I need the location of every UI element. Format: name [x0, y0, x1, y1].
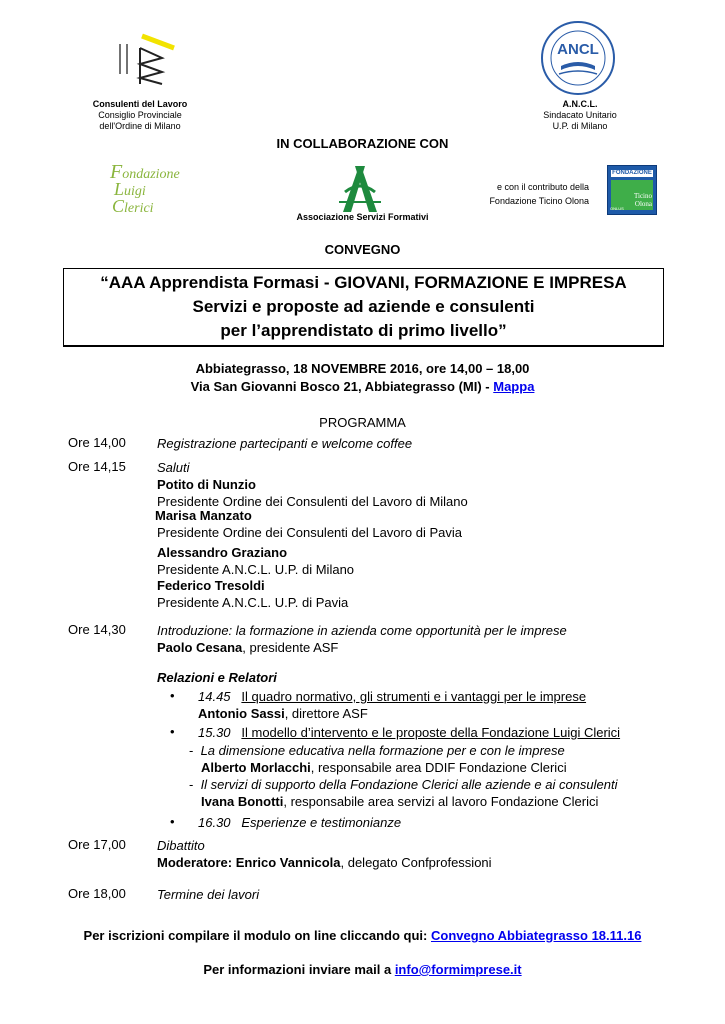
dibattito-label: Dibattito [157, 838, 205, 853]
talk-time: 14.45 [198, 689, 231, 704]
speaker-name: Marisa Manzato [155, 508, 252, 523]
consulenti-lavoro-logo [112, 30, 182, 90]
contrib-line1: e con il contributo della [496, 182, 589, 192]
subtalk-speaker-name: Alberto Morlacchi [201, 760, 311, 775]
subtalk-speaker-name: Ivana Bonotti [201, 794, 284, 809]
right-org-line2: Sindacato Unitario [543, 110, 617, 120]
speaker-name: Federico Tresoldi [157, 578, 265, 593]
speaker-name: Alessandro Graziano [157, 545, 288, 560]
contrib-line2: Fondazione Ticino Olona [489, 196, 589, 206]
fto-side: ONLUS [610, 206, 624, 211]
right-org-line3: U.P. di Milano [552, 121, 608, 131]
moderator-name: Moderatore: Enrico Vannicola [157, 855, 341, 870]
time-1400: Ore 14,00 [68, 435, 126, 450]
event-address: Via San Giovanni Bosco 21, Abbiategrasso (MI) - [190, 379, 494, 394]
subtalk-title: Il servizi di supporto della Fondazione Clerici alle aziende e ai consulenti [200, 777, 618, 792]
bullet-icon: • [170, 688, 175, 703]
subtalk-speaker-role: , responsabile area DDIF Fondazione Clerici [310, 760, 567, 775]
left-org-line3: dell'Ordine di Milano [99, 121, 181, 131]
fondazione-ticino-olona-logo [607, 165, 657, 215]
convegno-heading: CONVEGNO [324, 242, 401, 257]
email-link[interactable]: info@formimprese.it [394, 962, 522, 977]
time-1800: Ore 18,00 [68, 886, 126, 901]
registration-text: Registrazione partecipanti e welcome coffee [157, 436, 413, 451]
event-date: Abbiategrasso, 18 NOVEMBRE 2016, ore 14,00 – 18,00 [195, 361, 530, 376]
programma-heading: PROGRAMMA [319, 415, 406, 430]
info-text: Per informazioni inviare mail a [203, 962, 395, 977]
left-org-name: Consulenti del Lavoro [92, 99, 188, 109]
title-line-2: Servizi e proposte ad aziende e consulenti [192, 297, 535, 316]
talk-title: Il quadro normativo, gli strumenti e i vantaggi per le imprese [241, 689, 587, 704]
speaker-role: Presidente Ordine dei Consulenti del Lavoro di Pavia [157, 525, 462, 540]
moderator-role: , delegato Confprofessioni [340, 855, 492, 870]
talk-speaker-name: Antonio Sassi [198, 706, 285, 721]
fondazione-text-3: lerici [124, 201, 154, 216]
saluti-label: Saluti [157, 460, 190, 475]
ancl-logo [537, 20, 619, 96]
fondazione-text-1: ondazione [122, 167, 180, 182]
collab-heading: IN COLLABORAZIONE CON [276, 136, 449, 151]
fto-top: FONDAZIONE [612, 170, 652, 176]
fto-mid: Ticino [633, 192, 652, 200]
termine-text: Termine dei lavori [157, 887, 260, 902]
bullet-icon: • [170, 724, 175, 739]
time-1415: Ore 14,15 [68, 459, 126, 474]
talk-time: 16.30 [198, 815, 231, 830]
left-org-line2: Consiglio Provinciale [98, 110, 182, 120]
time-1430: Ore 14,30 [68, 622, 126, 637]
intro-text: Introduzione: la formazione in azienda come opportunità per le imprese [157, 623, 567, 638]
title-line-1: “AAA Apprendista Formasi - GIOVANI, FORMAZIONE E IMPRESA [100, 273, 627, 292]
map-link[interactable]: Mappa [493, 379, 535, 394]
asf-name: Associazione Servizi Formativi [296, 212, 429, 222]
ancl-logo-text: ANCL [557, 41, 599, 58]
event-title-box [63, 268, 664, 347]
relazioni-heading: Relazioni e Relatori [157, 670, 277, 685]
talk-title: Esperienze e testimonianze [241, 815, 402, 830]
iscrizioni-text: Per iscrizioni compilare il modulo on line cliccando qui: [83, 928, 431, 943]
bullet-icon: • [170, 814, 175, 829]
subtalk-title: La dimensione educativa nella formazione per e con le imprese [200, 743, 565, 758]
speaker-role: Presidente A.N.C.L. U.P. di Pavia [157, 595, 349, 610]
speaker-role: Presidente A.N.C.L. U.P. di Milano [157, 562, 355, 577]
speaker-role: Presidente Ordine dei Consulenti del Lavoro di Milano [157, 494, 468, 509]
talk-title: Il modello d’intervento e le proposte della Fondazione Luigi Clerici [241, 725, 621, 740]
talk-time: 15.30 [198, 725, 231, 740]
right-org-name: A.N.C.L. [562, 99, 598, 109]
speaker-name: Potito di Nunzio [157, 477, 256, 492]
asf-logo [335, 162, 385, 214]
talk-speaker-role: , direttore ASF [284, 706, 368, 721]
fondazione-clerici-logo: Fondazione Luigi Clerici [110, 161, 180, 216]
registration-link[interactable]: Convegno Abbiategrasso 18.11.16 [430, 928, 642, 943]
fondazione-text-2: uigi [124, 184, 146, 199]
title-line-3: per l’apprendistato di primo livello” [220, 321, 507, 340]
fto-bot: Olona [634, 200, 652, 208]
intro-speaker-role: , presidente ASF [242, 640, 339, 655]
subtalk-speaker-role: , responsabile area servizi al lavoro Fondazione Clerici [283, 794, 599, 809]
intro-speaker-name: Paolo Cesana [157, 640, 243, 655]
time-1700: Ore 17,00 [68, 837, 126, 852]
